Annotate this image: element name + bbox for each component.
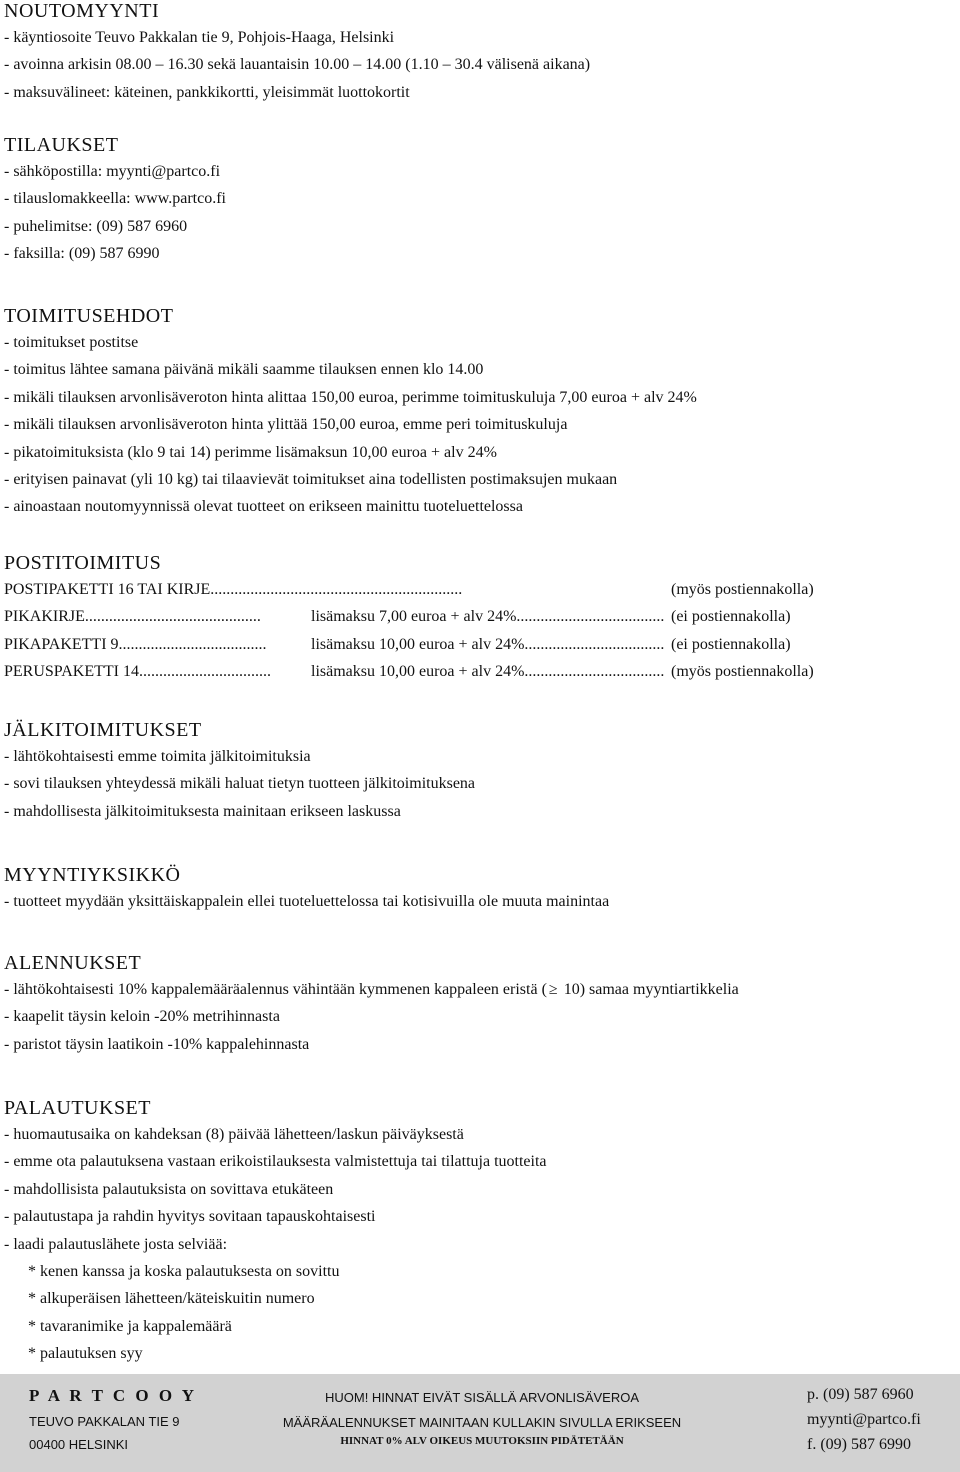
table-row bbox=[4, 603, 956, 630]
rate-surcharge: lisämaksu 7,00 euroa + alv 24%..................................... bbox=[311, 608, 665, 626]
list-item: - toimitus lähtee samana päivänä mikäli saamme tilauksen ennen klo 14.00 bbox=[4, 361, 484, 379]
list-item: - avoinna arkisin 08.00 – 16.30 sekä lauantaisin 10.00 – 14.00 (1.10 – 30.4 välisenä aikana) bbox=[4, 56, 591, 74]
list-item: - ainoastaan noutomyynnissä olevat tuotteet on erikseen mainittu tuoteluettelossa bbox=[4, 498, 523, 516]
section-alennukset bbox=[4, 952, 956, 1058]
table-row bbox=[4, 658, 956, 685]
section-title: ALENNUKSET bbox=[4, 952, 142, 974]
section-noutomyynti bbox=[4, 0, 956, 106]
rate-surcharge: lisämaksu 10,00 euroa + alv 24%................................... bbox=[311, 635, 665, 653]
company-name: P A R T C O O Y bbox=[29, 1386, 197, 1405]
sub-list-item: * kenen kanssa ja koska palautuksesta on sovittu bbox=[28, 1263, 340, 1281]
section-postitoimitus bbox=[4, 552, 956, 686]
rate-product: PIKAKIRJE............................................ bbox=[4, 608, 261, 626]
list-item: - laadi palautuslähete josta selviää: bbox=[4, 1235, 228, 1253]
discount-notice-text: MÄÄRÄALENNUKSET MAINITAAN KULLAKIN SIVULLA ERIKSEEN bbox=[282, 1415, 682, 1430]
list-item: - sovi tilauksen yhteydessä mikäli haluat tietyn tuotteen jälkitoimituksena bbox=[4, 775, 476, 793]
sub-list-item: * alkuperäisen lähetteen/käteiskuitin numero bbox=[28, 1290, 315, 1308]
section-palautukset bbox=[4, 1097, 956, 1368]
section-tilaukset bbox=[4, 134, 956, 268]
vat-notice-text: HUOM! HINNAT EIVÄT SISÄLLÄ ARVONLISÄVEROA bbox=[324, 1390, 640, 1405]
rate-product: PIKAPAKETTI 9..................................... bbox=[4, 635, 267, 653]
footer-phone: p. (09) 587 6960 bbox=[807, 1386, 914, 1403]
section-title: TILAUKSET bbox=[4, 134, 119, 156]
section-toimitusehdot bbox=[4, 305, 956, 521]
rate-cod: (ei postiennakolla) bbox=[671, 608, 791, 626]
discount-text: - lähtökohtaisesti 10% kappalemääräalennus vähintään kymmenen kappaleen eristä ( bbox=[4, 981, 547, 998]
rate-cod: (myös postiennakolla) bbox=[671, 663, 814, 681]
list-item: - palautustapa ja rahdin hyvitys sovitaan tapauskohtaisesti bbox=[4, 1208, 376, 1226]
list-item: - mikäli tilauksen arvonlisäveroton hinta alittaa 150,00 euroa, perimme toimituskuluja 7,00 euroa + alv 24% bbox=[4, 388, 697, 406]
list-item: - lähtökohtaisesti emme toimita jälkitoimituksia bbox=[4, 748, 311, 765]
section-title: PALAUTUKSET bbox=[4, 1097, 151, 1119]
section-title: NOUTOMYYNTI bbox=[4, 0, 160, 22]
list-item: - paristot täysin laatikoin -10% kappalehinnasta bbox=[4, 1035, 310, 1053]
company-postal: 00400 HELSINKI bbox=[29, 1437, 129, 1452]
section-title: JÄLKITOIMITUKSET bbox=[4, 719, 202, 741]
rate-product: POSTIPAKETTI 16 TAI KIRJE............................................................... bbox=[4, 581, 463, 598]
list-item: - erityisen painavat (yli 10 kg) tai tilaavievät toimitukset aina todellisten postimaksujen mukaan bbox=[4, 471, 618, 489]
list-item: - mahdollisista palautuksista on sovittava etukäteen bbox=[4, 1180, 334, 1198]
section-title: POSTITOIMITUS bbox=[4, 552, 162, 574]
greater-equal-symbol: ≥ bbox=[548, 981, 558, 998]
section-title: TOIMITUSEHDOT bbox=[4, 305, 174, 327]
list-item: - sähköpostilla: myynti@partco.fi bbox=[4, 163, 221, 180]
list-item: - faksilla: (09) 587 6990 bbox=[4, 245, 160, 263]
rate-product: PERUSPAKETTI 14................................. bbox=[4, 663, 271, 681]
list-item: - mahdollisesta jälkitoimituksesta mainitaan erikseen laskussa bbox=[4, 802, 401, 820]
rate-cod: (ei postiennakolla) bbox=[671, 635, 791, 653]
list-item: - käyntiosoite Teuvo Pakkalan tie 9, Pohjois-Haaga, Helsinki bbox=[4, 29, 395, 46]
list-item: - mikäli tilauksen arvonlisäveroton hinta ylittää 150,00 euroa, emme peri toimituskuluja bbox=[4, 416, 568, 434]
list-item: - maksuvälineet: käteinen, pankkikortti, yleisimmät luottokortit bbox=[4, 83, 410, 101]
list-item: - emme ota palautuksena vastaan erikoistilauksesta valmistettuja tai tilattuja tuotteita bbox=[4, 1153, 547, 1171]
footer-bar bbox=[0, 1374, 960, 1472]
sub-list-item: * palautuksen syy bbox=[28, 1345, 143, 1363]
list-item: - huomautusaika on kahdeksan (8) päivää lähetteen/laskun päiväyksestä bbox=[4, 1126, 464, 1143]
company-street: TEUVO PAKKALAN TIE 9 bbox=[29, 1414, 180, 1429]
table-row bbox=[4, 576, 956, 603]
list-item: - kaapelit täysin keloin -20% metrihinnasta bbox=[4, 1008, 280, 1026]
list-item: - toimitukset postitse bbox=[4, 334, 139, 351]
rate-surcharge: lisämaksu 10,00 euroa + alv 24%................................... bbox=[311, 663, 665, 681]
price-notice-text: HINNAT 0% ALV OIKEUS MUUTOKSIIN PIDÄTETÄÄN bbox=[340, 1435, 624, 1447]
section-jalkitoimitukset bbox=[4, 719, 956, 825]
section-myyntiyksikko bbox=[4, 864, 956, 915]
list-item bbox=[4, 976, 956, 1003]
table-row bbox=[4, 631, 956, 658]
list-item: - puhelimitse: (09) 587 6960 bbox=[4, 217, 188, 235]
footer-fax: f. (09) 587 6990 bbox=[807, 1436, 911, 1453]
sub-list-item: * tavaranimike ja kappalemäärä bbox=[28, 1317, 232, 1335]
rate-cod: (myös postiennakolla) bbox=[671, 581, 814, 598]
section-title: MYYNTIYKSIKKÖ bbox=[4, 864, 181, 886]
list-item: - tilauslomakkeella: www.partco.fi bbox=[4, 190, 226, 208]
discount-text: 10) samaa myyntiartikkelia bbox=[559, 981, 739, 998]
list-item: - pikatoimituksista (klo 9 tai 14) perimme lisämaksun 10,00 euroa + alv 24% bbox=[4, 443, 497, 461]
footer-email: myynti@partco.fi bbox=[807, 1411, 921, 1428]
list-item: - tuotteet myydään yksittäiskappalein ellei tuoteluettelossa tai kotisivuilla ole muuta mainintaa bbox=[4, 893, 610, 910]
